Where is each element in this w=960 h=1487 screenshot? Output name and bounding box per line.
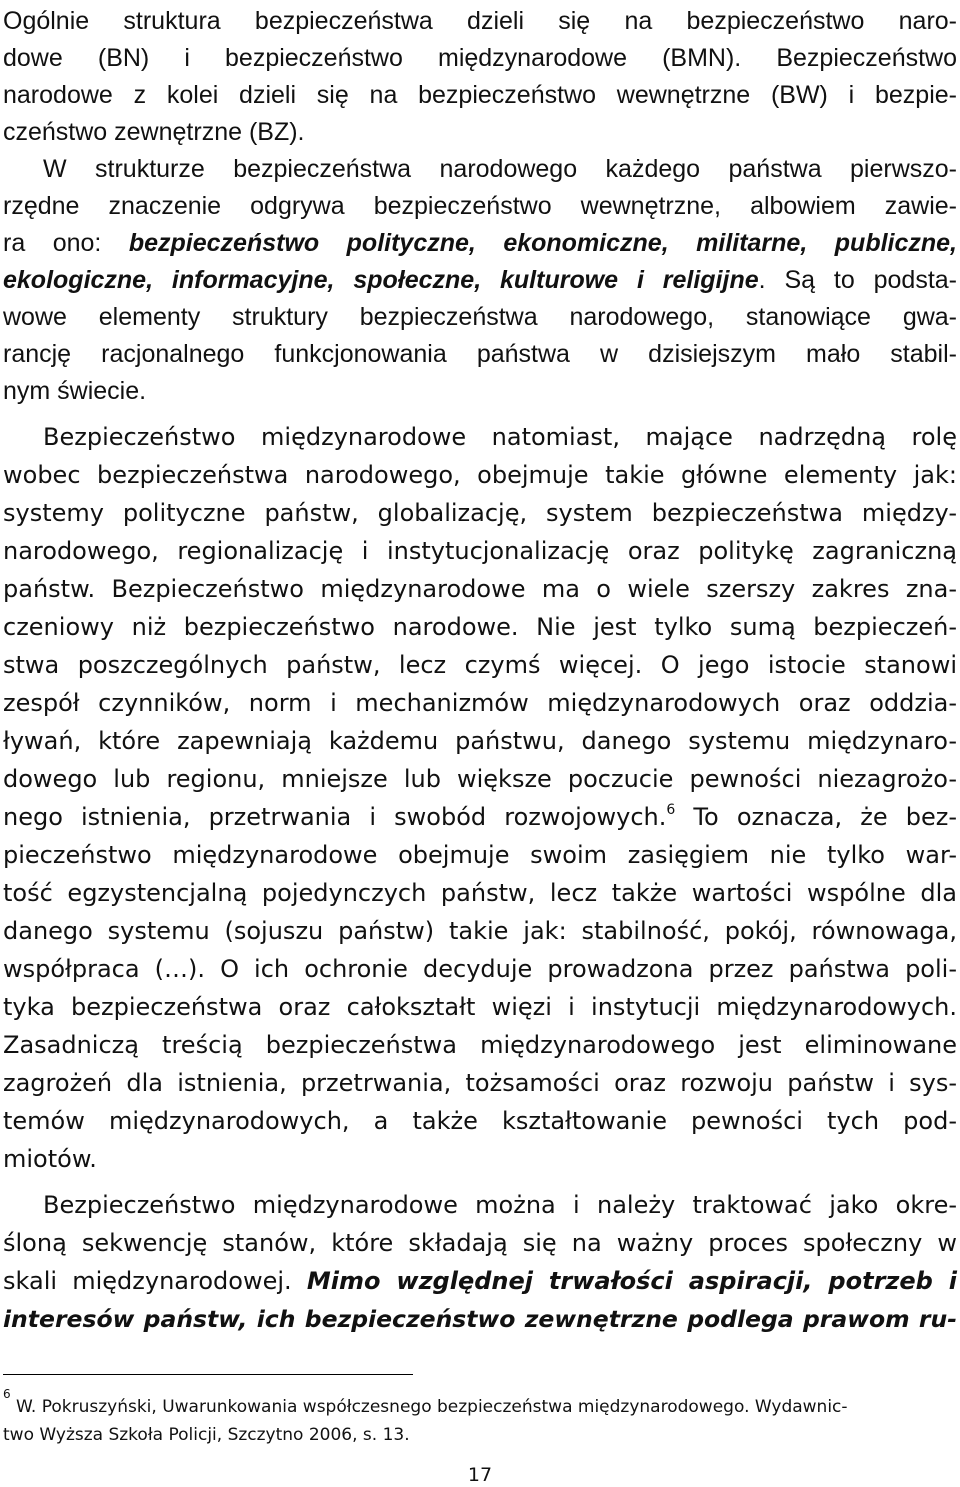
emphasis-text: interesów państw, ich bezpieczeństwo zewnętrzne podlega prawom ru-	[3, 1305, 957, 1333]
text-line: wowe elementy struktury bezpieczeństwa narodowego, stanowiące gwa-	[3, 303, 957, 331]
text-line: zagrożeń dla istnienia, przetrwania, tożsamości oraz rozwoju państw i sys-	[3, 1069, 957, 1097]
text-line: miotów.	[3, 1145, 97, 1173]
text-line: zespół czynników, norm i mechanizmów międzynarodowych oraz oddzia-	[3, 689, 957, 717]
text-line: nego istnienia, przetrwania i swobód rozwojowych.$^6$ To oznacza, że bez-	[3, 802, 958, 831]
text-line: państw. Bezpieczeństwo międzynarodowe ma o wiele szerszy zakres zna-	[3, 575, 957, 603]
text-line: narodowego, regionalizację i instytucjonalizację oraz politykę zagraniczną	[3, 537, 957, 565]
text-line: nym świecie.	[3, 377, 147, 405]
emphasis-text: ekologiczne, informacyjne, społeczne, kulturowe i religijne	[3, 266, 759, 294]
text-line: ra ono: bezpieczeństwo polityczne, ekonomiczne, militarne, publiczne,	[3, 229, 957, 257]
text-line: narodowe z kolei dzieli się na bezpieczeństwo wewnętrzne (BW) i bezpie-	[3, 81, 957, 109]
text-line: temów międzynarodowych, a także kształtowanie pewności tych pod-	[3, 1107, 957, 1135]
text-line: danego systemu (sojuszu państw) takie jak: stabilność, pokój, równowaga,	[3, 917, 957, 945]
text-line: czeniowy niż bezpieczeństwo narodowe. Nie jest tylko sumą bezpieczeń-	[3, 613, 957, 641]
text-line: ekologiczne, informacyjne, społeczne, kulturowe i religijne. Są to podsta-	[3, 266, 957, 294]
paragraph-first-line: W strukturze bezpieczeństwa narodowego każdego państwa pierwszo-	[43, 155, 957, 183]
text-line: Zasadniczą treścią bezpieczeństwa międzynarodowego jest eliminowane	[3, 1031, 957, 1059]
text-line: śloną sekwencję stanów, które składają się na ważny proces społeczny w	[3, 1229, 957, 1257]
footnote-separator	[3, 1374, 413, 1375]
text-line	[3, 1300, 957, 1338]
page-number: 17	[467, 1464, 493, 1486]
text-line: stwa poszczególnych państw, lecz czymś więcej. O jego istocie stanowi	[3, 651, 957, 679]
emphasis-text: Mimo względnej trwałości aspiracji, potrzeb i	[306, 1267, 957, 1295]
paragraph-first-line: Bezpieczeństwo międzynarodowe można i należy traktować jako okre-	[43, 1191, 957, 1219]
text-line: współpraca (…). O ich ochronie decyduje prowadzona przez państwa poli-	[3, 955, 957, 983]
text-line: tość egzystencjalną pojedynczych państw, lecz także wartości wspólne dla	[3, 879, 957, 907]
text-line: czeństwo zewnętrzne (BZ).	[3, 118, 305, 146]
text-line: wobec bezpieczeństwa narodowego, obejmuje takie główne elementy jak:	[3, 461, 957, 489]
footnote-reference[interactable]: 6	[666, 802, 676, 818]
text-line: dowe (BN) i bezpieczeństwo międzynarodowe (BMN). Bezpieczeństwo	[3, 44, 957, 72]
footnote-continuation: two Wyższa Szkoła Policji, Szczytno 2006, s. 13.	[3, 1425, 410, 1445]
footnote-marker: 6	[3, 1387, 11, 1401]
emphasis-text: bezpieczeństwo polityczne, ekonomiczne, militarne, publiczne,	[128, 229, 957, 257]
text-line: Ogólnie struktura bezpieczeństwa dzieli się na bezpieczeństwo naro-	[3, 7, 957, 35]
footnote: $^6$ W. Pokruszyński, Uwarunkowania współczesnego bezpieczeństwa międzynarodowego. Wydawnic-	[3, 1387, 848, 1417]
text-line: pieczeństwo międzynarodowe obejmuje swoim zasięgiem nie tylko war-	[3, 841, 957, 869]
text-line: dowego lub regionu, mniejsze lub większe poczucie pewności niezagrożo-	[3, 765, 957, 793]
text-line: systemy polityczne państw, globalizację, system bezpieczeństwa między-	[3, 499, 957, 527]
text-line: tyka bezpieczeństwa oraz całokształt więzi i instytucji międzynarodowych.	[3, 993, 957, 1021]
text-line: ływań, które zapewniają każdemu państwu, danego systemu międzynaro-	[3, 727, 957, 755]
paragraph-first-line: Bezpieczeństwo międzynarodowe natomiast, mające nadrzędną rolę	[43, 423, 957, 451]
text-line: skali międzynarodowej. Mimo względnej trwałości aspiracji, potrzeb i	[3, 1267, 957, 1295]
text-line: rancję racjonalnego funkcjonowania państwa w dzisiejszym mało stabil-	[3, 340, 957, 368]
text-line: rzędne znaczenie odgrywa bezpieczeństwo wewnętrzne, albowiem zawie-	[3, 192, 957, 220]
